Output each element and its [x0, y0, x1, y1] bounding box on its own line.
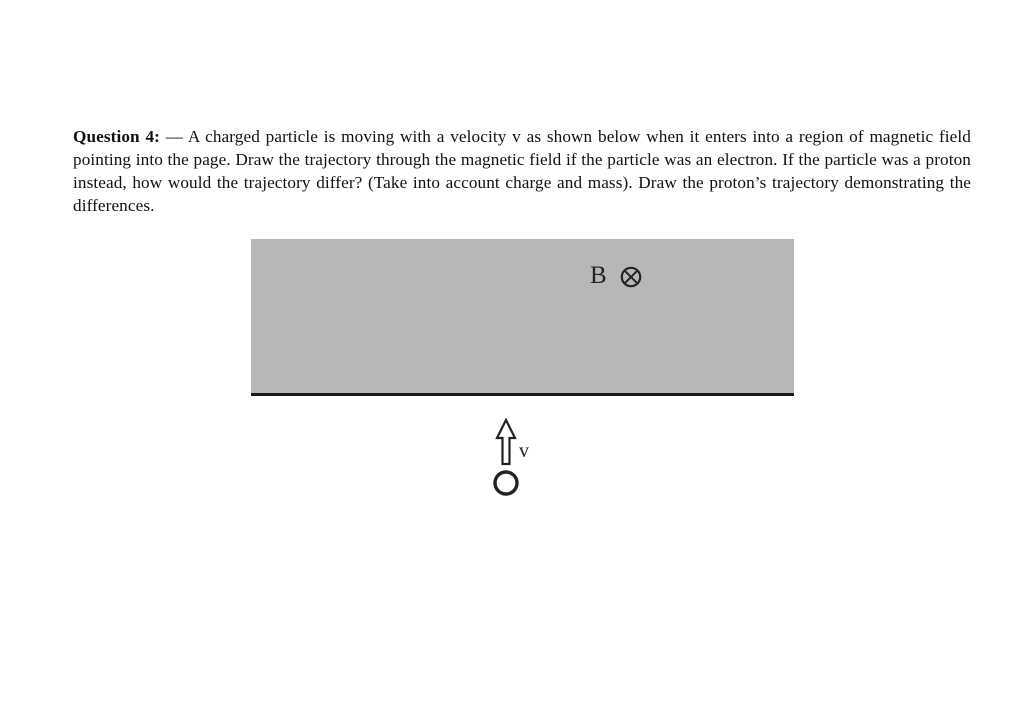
field-boundary-line — [251, 393, 794, 396]
question-body: — A charged particle is moving with a velocity v as shown below when it enters into a region of magnetic field pointing into the page. Draw the trajectory through the magnetic field if the particle was an electron. If the particle was a proton instead, how would the trajectory differ? (Take into account charge and mass). Draw the proton’s trajectory demonstrating the differences. — [73, 127, 971, 215]
field-label: B — [590, 262, 607, 289]
arrow-up-icon — [493, 418, 519, 466]
question-label: Question 4: — [73, 127, 160, 146]
circle-particle-icon — [492, 469, 520, 497]
into-page-icon — [620, 266, 642, 288]
magnetic-field-region — [251, 239, 794, 394]
velocity-label: v — [519, 440, 529, 462]
